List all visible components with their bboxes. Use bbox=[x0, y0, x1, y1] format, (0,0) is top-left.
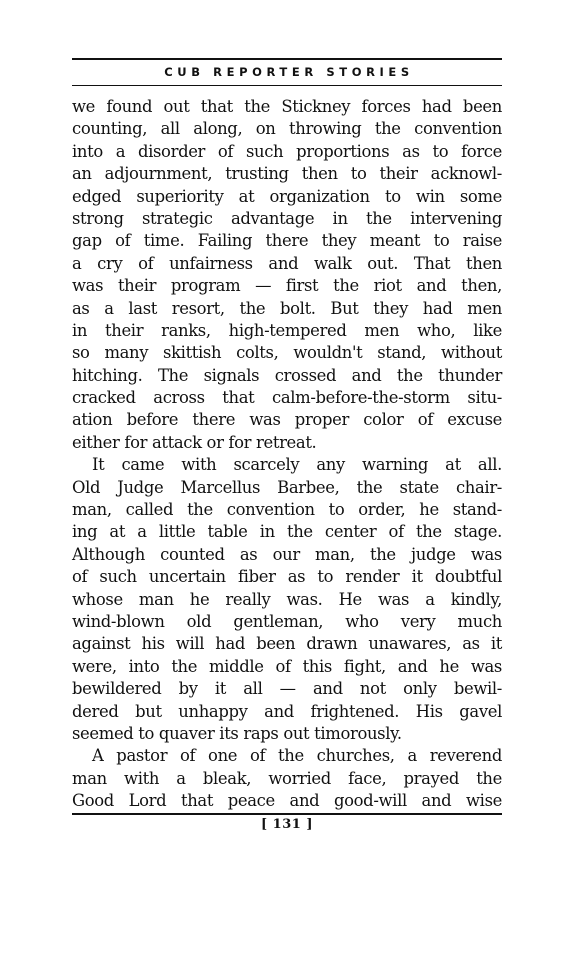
text-line: counting, all along, on throwing the convention bbox=[72, 119, 502, 139]
text-line: wind-blown old gentleman, who very much bbox=[72, 611, 502, 631]
paragraph-3 bbox=[72, 745, 502, 812]
text-line: ing at a little table in the center of the stage. bbox=[72, 522, 502, 542]
text-line: we found out that the Stickney forces had been bbox=[72, 97, 502, 116]
text-line: A pastor of one of the churches, a reverend bbox=[92, 746, 502, 766]
text-line: Good Lord that peace and good-will and wise bbox=[72, 791, 502, 811]
text-line: man, called the convention to order, he stand- bbox=[72, 500, 502, 520]
text-line: cracked across that calm-before-the-storm situ- bbox=[72, 388, 502, 408]
text-line: of such uncertain fiber as to render it doubtful bbox=[72, 567, 502, 587]
text-line: dered but unhappy and frightened. His gavel bbox=[72, 701, 502, 721]
text-line: man with a bleak, worried face, prayed the bbox=[72, 768, 502, 788]
text-line: seemed to quaver its raps out timorously. bbox=[72, 723, 402, 743]
text-line: edged superiority at organization to win some bbox=[72, 186, 502, 206]
text-line: so many skittish colts, wouldn't stand, without bbox=[72, 343, 502, 363]
text-line: strong strategic advantage in the intervening bbox=[72, 208, 502, 228]
book-page bbox=[72, 58, 502, 832]
text-line: into a disorder of such proportions as to force bbox=[72, 141, 502, 161]
text-line: bewildered by it all — and not only bewil- bbox=[72, 679, 502, 699]
text-line: was their program — first the riot and then, bbox=[72, 276, 502, 296]
text-line: hitching. The signals crossed and the thunder bbox=[72, 365, 502, 385]
text-line: in their ranks, high-tempered men who, like bbox=[72, 320, 502, 340]
text-line: either for attack or for retreat. bbox=[72, 432, 317, 452]
text-line: an adjournment, trusting then to their acknowl- bbox=[72, 164, 502, 184]
text-line: as a last resort, the bolt. But they had men bbox=[72, 298, 502, 318]
text-line: ation before there was proper color of excuse bbox=[72, 410, 502, 430]
paragraph-2 bbox=[72, 454, 502, 745]
text-line: whose man he really was. He was a kindly, bbox=[72, 589, 502, 609]
text-line: against his will had been drawn unawares, as it bbox=[72, 634, 502, 654]
text-line: were, into the middle of this fight, and he was bbox=[72, 656, 502, 676]
text-line: Although counted as our man, the judge was bbox=[72, 544, 502, 564]
body-text bbox=[72, 96, 502, 813]
page-number: [ 131 ] bbox=[261, 816, 313, 832]
paragraph-1 bbox=[72, 96, 502, 454]
footer-rule bbox=[72, 813, 502, 815]
text-line: gap of time. Failing there they meant to raise bbox=[72, 231, 502, 251]
text-line: Old Judge Marcellus Barbee, the state chair- bbox=[72, 477, 502, 497]
text-line: It came with scarcely any warning at all. bbox=[92, 455, 502, 475]
header-rule bbox=[72, 85, 502, 86]
text-line: a cry of unfairness and walk out. That then bbox=[72, 253, 502, 273]
running-head: CUB REPORTER STORIES bbox=[164, 65, 414, 79]
